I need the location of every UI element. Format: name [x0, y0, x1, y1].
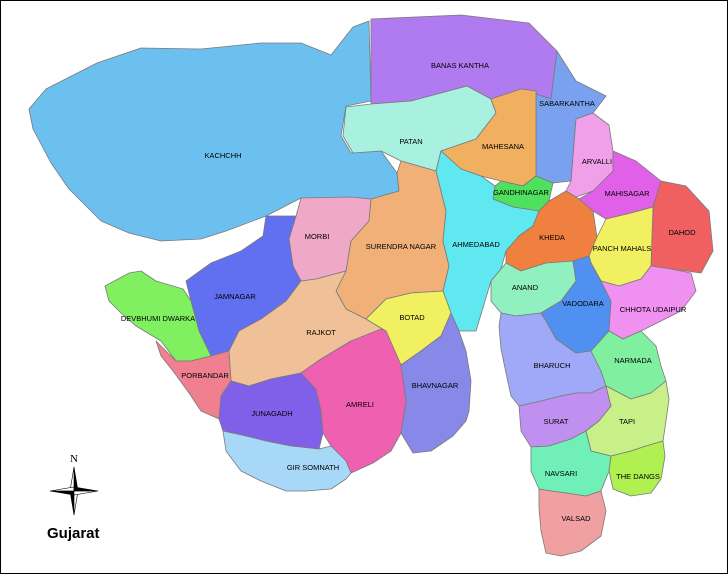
label-valsad: VALSAD: [561, 514, 591, 523]
label-gandhinagar: GANDHINAGAR: [493, 188, 549, 197]
map-title: Gujarat: [47, 525, 100, 542]
label-botad: BOTAD: [399, 313, 425, 322]
north-arrow-west-point: [50, 487, 74, 491]
label-surat: SURAT: [543, 417, 569, 426]
north-arrow-east-point-dark: [74, 487, 98, 491]
districts-layer: [29, 15, 713, 556]
label-bhavnagar: BHAVNAGAR: [411, 381, 459, 390]
label-junagadh: JUNAGADH: [251, 409, 293, 418]
label-chhota-udaipur: CHHOTA UDAIPUR: [619, 305, 687, 314]
label-mahesana: MAHESANA: [481, 142, 525, 151]
label-narmada: NARMADA: [614, 356, 652, 365]
label-sabarkantha: SABARKANTHA: [539, 99, 595, 108]
label-banas-kantha: BANAS KANTHA: [431, 61, 489, 70]
label-ahmedabad: AHMEDABAD: [452, 240, 500, 249]
north-arrow: [50, 453, 98, 515]
label-rajkot: RAJKOT: [306, 328, 336, 337]
label-vadodara: VADODARA: [562, 299, 604, 308]
gujarat-map: [1, 1, 728, 574]
label-panch-mahals: PANCH MAHALS: [592, 244, 652, 253]
label-morbi: MORBI: [304, 232, 330, 241]
north-arrow-west-point-dark: [50, 491, 74, 495]
label-kachchh: KACHCHH: [204, 151, 242, 160]
label-the-dangs: THE DANGS: [616, 472, 660, 481]
label-anand: ANAND: [511, 283, 539, 292]
north-arrow-east-point: [74, 491, 98, 495]
label-porbandar: PORBANDAR: [181, 371, 229, 380]
label-amreli: AMRELI: [346, 400, 374, 409]
label-patan: PATAN: [399, 137, 423, 146]
label-gir-somnath: GIR SOMNATH: [286, 463, 340, 472]
north-arrow-letter: N: [70, 453, 78, 465]
label-bharuch: BHARUCH: [533, 361, 571, 370]
label-dahod: DAHOD: [668, 228, 696, 237]
label-navsari: NAVSARI: [544, 469, 578, 478]
label-surendra-nagar: SURENDRA NAGAR: [365, 242, 437, 251]
label-jamnagar: JAMNAGAR: [214, 292, 256, 301]
label-tapi: TAPI: [618, 417, 636, 426]
label-mahisagar: MAHISAGAR: [604, 189, 650, 198]
label-devbhumi-dwarka: DEVBHUMI DWARKA: [120, 314, 196, 323]
label-kheda: KHEDA: [539, 233, 565, 242]
district-dahod[interactable]: [651, 181, 713, 273]
label-arvalli: ARVALLI: [581, 157, 613, 166]
